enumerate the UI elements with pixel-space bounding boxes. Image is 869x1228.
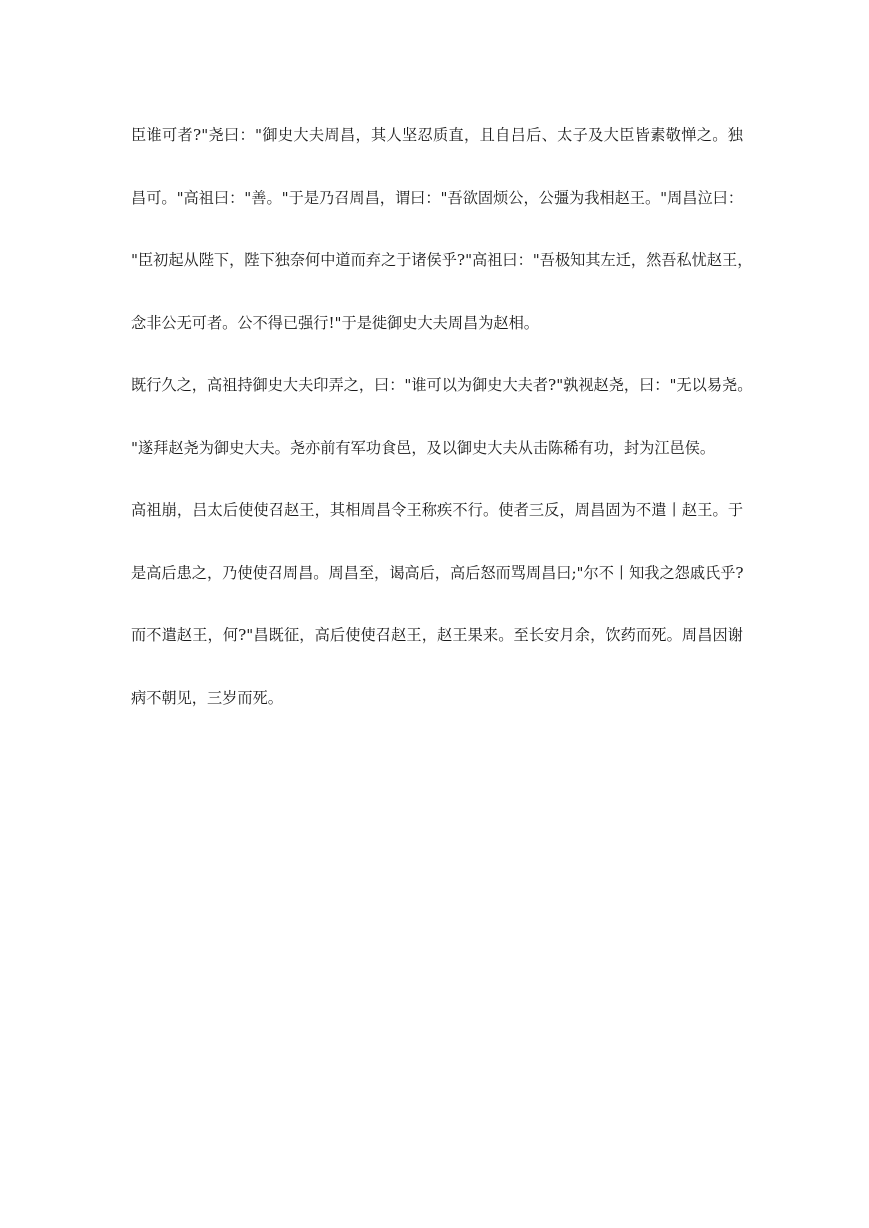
text-line: "遂拜赵尧为御史大夫。尧亦前有军功食邑，及以御史大夫从击陈稀有功，封为江邑侯。: [131, 438, 716, 457]
text-body: [131, 118, 753, 743]
text-line: 病不朝见，三岁而死。: [131, 688, 283, 707]
text-line: 臣谁可者?"尧曰："御史大夫周昌，其人坚忍质直，且自吕后、太子及大臣皆素敬惮之。独: [131, 126, 743, 144]
text-line: 而不遣赵王，何?"昌既征，高后使使召赵王，赵王果来。至长安月余，饮药而死。周昌因谢: [131, 626, 743, 644]
text-line: 念非公无可者。公不得已强行!"于是徙御史大夫周昌为赵相。: [131, 313, 539, 332]
text-line: 昌可。"高祖曰："善。"于是乃召周昌，谓曰："吾欲固烦公，公彊为我相赵王。"周昌泣曰：: [131, 188, 744, 207]
text-line: 既行久之，高祖持御史大夫印弄之，曰："谁可以为御史大夫者?"孰视赵尧，曰："无以易尧。: [131, 376, 753, 394]
text-line: "臣初起从陛下，陛下独奈何中道而弃之于诸侯乎?"高祖曰："吾极知其左迁，然吾私忧赵王，: [131, 251, 753, 269]
text-line: 高祖崩，吕太后使使召赵王，其相周昌令王称疾不行。使者三反，周昌固为不遣丨赵王。于: [131, 501, 743, 519]
text-line: 是高后患之，乃使使召周昌。周昌至，谒高后，高后怒而骂周昌曰;"尔不丨知我之怨戚氏乎?: [131, 563, 744, 582]
